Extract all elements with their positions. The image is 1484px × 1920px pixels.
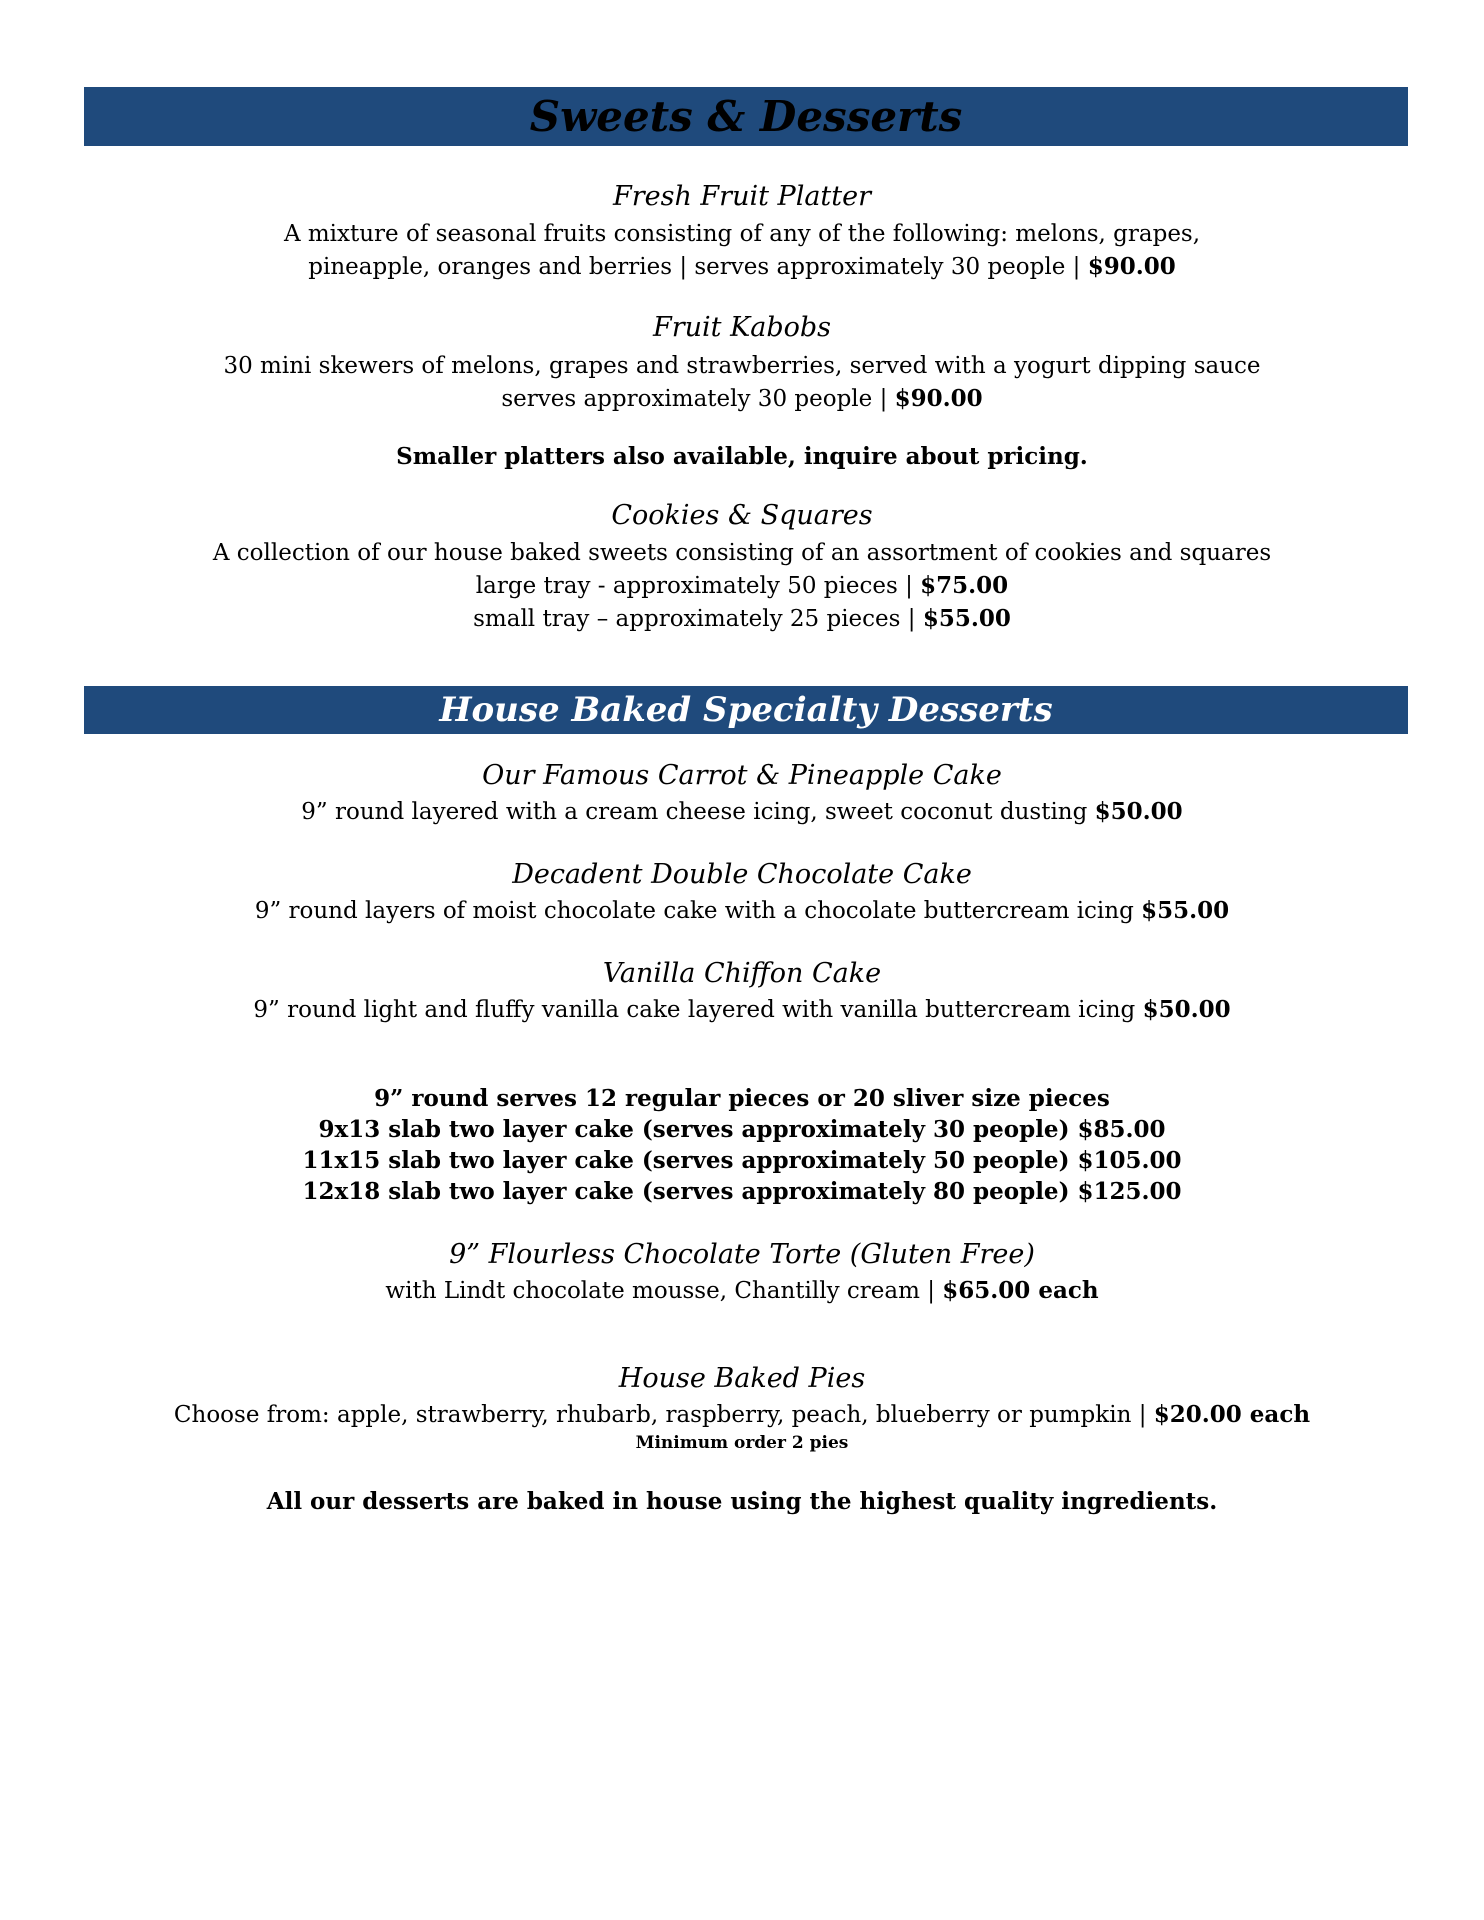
fruit-kabobs-title: Fruit Kabobs (652, 312, 832, 343)
chocolate-cake-price: $55.00 (1141, 897, 1230, 924)
fruit-platter-desc: A mixture of seasonal fruits consisting of any of the following: melons, grapes, (283, 221, 1201, 247)
fruit-platter-serving (0, 252, 1484, 282)
fruit-kabobs-serving-text: serves approximately 30 people | (501, 386, 895, 412)
torte-desc (0, 1276, 1484, 1306)
cookies-desc: A collection of our house baked sweets consisting of an assortment of cookies and squares (212, 540, 1272, 566)
carrot-cake-price: $50.00 (1094, 798, 1183, 825)
cookies-small-price: $55.00 (922, 605, 1011, 632)
vanilla-cake-desc-text: 9” round light and fluffy vanilla cake layered with vanilla buttercream icing (253, 997, 1143, 1023)
smaller-platters-note: Smaller platters also available, inquire about pricing. (396, 443, 1088, 470)
chocolate-cake-desc-text: 9” round layers of moist chocolate cake with a chocolate buttercream icing (254, 898, 1142, 924)
fruit-platter-price: $90.00 (1087, 253, 1176, 280)
pies-desc-text: Choose from: apple, strawberry, rhubarb, raspberry, peach, blueberry or pumpkin | (173, 1402, 1154, 1428)
cookies-small-tray (0, 604, 1484, 634)
size-line-12x18: 12x18 slab two layer cake (serves approximately 80 people) $125.00 (302, 1178, 1182, 1205)
pies-desc (0, 1400, 1484, 1430)
cookies-title: Cookies & Squares (611, 500, 873, 531)
fruit-kabobs-serving (0, 384, 1484, 414)
carrot-cake-desc (0, 797, 1484, 827)
sweets-desserts-heading: Sweets & Desserts (84, 87, 1408, 146)
torte-title: 9” Flourless Chocolate Torte (Gluten Free) (449, 1239, 1035, 1270)
pies-title: House Baked Pies (618, 1363, 866, 1394)
vanilla-cake-title: Vanilla Chiffon Cake (602, 958, 882, 989)
pies-minimum-note: Minimum order 2 pies (635, 1433, 849, 1453)
size-line-11x15: 11x15 slab two layer cake (serves approximately 50 people) $105.00 (302, 1147, 1182, 1174)
size-line-9x13: 9x13 slab two layer cake (serves approximately 30 people) $85.00 (318, 1116, 1166, 1143)
carrot-cake-desc-text: 9” round layered with a cream cheese icing, sweet coconut dusting (301, 799, 1095, 825)
fruit-kabobs-price: $90.00 (894, 385, 983, 412)
cookies-large-tray (0, 571, 1484, 601)
pies-price: $20.00 each (1153, 1401, 1311, 1428)
torte-price: $65.00 each (942, 1277, 1099, 1304)
carrot-cake-title: Our Famous Carrot & Pineapple Cake (482, 760, 1002, 791)
cookies-large-price: $75.00 (920, 572, 1009, 599)
cookies-large-text: large tray - approximately 50 pieces | (475, 573, 921, 599)
fruit-kabobs-desc: 30 mini skewers of melons, grapes and strawberries, served with a yogurt dipping sauce (223, 353, 1261, 379)
chocolate-cake-title: Decadent Double Chocolate Cake (512, 859, 972, 890)
vanilla-cake-desc (0, 995, 1484, 1025)
fruit-platter-title: Fresh Fruit Platter (612, 181, 872, 212)
fruit-platter-serving-text: pineapple, oranges and berries | serves approximately 30 people | (308, 254, 1088, 280)
torte-desc-text: with Lindt chocolate mousse, Chantilly cream | (385, 1278, 943, 1304)
chocolate-cake-desc (0, 896, 1484, 926)
size-line-round: 9” round serves 12 regular pieces or 20 sliver size pieces (374, 1085, 1110, 1112)
footer-quality-note: All our desserts are baked in house using the highest quality ingredients. (266, 1488, 1218, 1515)
cookies-small-text: small tray – approximately 25 pieces | (473, 606, 923, 632)
vanilla-cake-price: $50.00 (1142, 996, 1231, 1023)
specialty-desserts-heading: House Baked Specialty Desserts (84, 686, 1408, 734)
